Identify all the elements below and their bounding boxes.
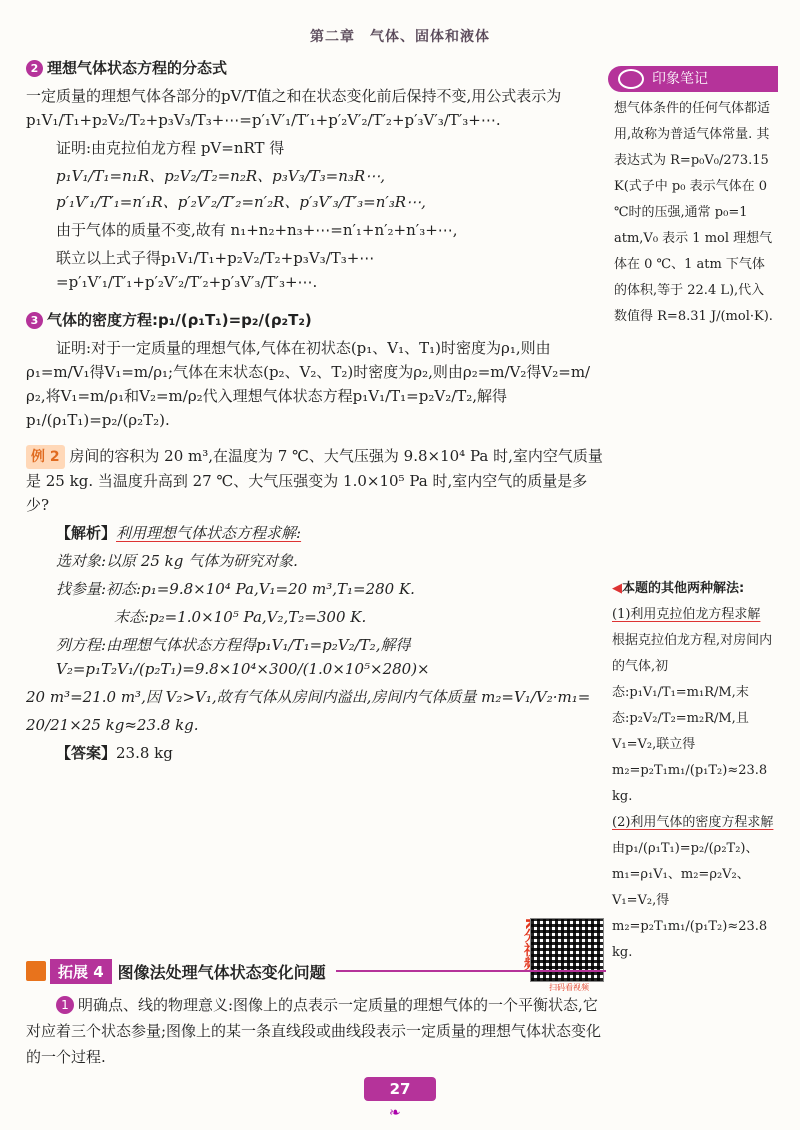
book-icon — [26, 961, 46, 981]
extension-body — [26, 992, 606, 1070]
section-2-heading — [26, 56, 606, 80]
step-equation: 列方程:由理想气体状态方程得p₁V₁/T₁=p₂V₂/T₂,解得 V₂=p₁T₂V₁/(p₂T₁)=9.8×10⁴×300/(1.0×10⁵×280)× — [56, 636, 430, 678]
step-select-object: 选对象:以原 25 kg 气体为研究对象. — [56, 552, 298, 570]
chapter-header: 第二章 气体、固体和液体 — [310, 29, 490, 45]
analysis-heading — [26, 521, 606, 545]
section-3-heading — [26, 308, 606, 332]
step-equation-cont: 20 m³=21.0 m³,因 V₂>V₁,故有气体从房间内溢出,房间内气体质量 m₂=V₁/V₂·m₁= — [26, 688, 591, 706]
section-title: 理想气体状态方程的分态式 — [47, 59, 228, 77]
extension-banner — [26, 957, 606, 985]
main-column — [26, 50, 606, 769]
section-title: 气体的密度方程:p₁/(ρ₁T₁)=p₂/(ρ₂T₂) — [47, 311, 312, 329]
qr-caption: 扫码看视频 — [549, 983, 589, 992]
method-2-text: 由p₁/(ρ₁T₁)=p₂/(ρ₂T₂)、m₁=ρ₁V₁、m₂=ρ₂V₂、V₁=V₂,得 m₂=p₂T₁m₁/(p₁T₂)≈23.8 kg. — [612, 841, 768, 960]
answer-line — [26, 741, 606, 765]
side-note — [608, 66, 778, 330]
equation-line-2: p′₁V′₁/T′₁=n′₁R、p′₂V′₂/T′₂=n′₂R、p′₃V′₃/T′₃=n′₃R⋯, — [56, 193, 426, 211]
proof-start: 证明:由克拉伯龙方程 pV=nRT 得 — [56, 139, 285, 157]
side-note-header — [608, 66, 778, 92]
analysis-head: 利用理想气体状态方程求解: — [116, 524, 302, 542]
triangle-left-icon: ◀ — [612, 581, 622, 596]
side-solution-title — [612, 576, 782, 602]
extension-label: 拓展 4 — [50, 959, 112, 984]
page-number: 27 — [364, 1077, 436, 1101]
answer-value: 23.8 kg — [116, 744, 173, 762]
side-note-text: 想气体条件的任何气体都适用,故称为普适气体常量. 其表达式为 R=p₀V₀/273.15 K(式子中 p₀ 表示气体在 0 ℃时的压强,通常 p₀=1 atm,V₀ 表示 1 mol 理想气体在 0 ℃、1 atm 下气体的体积,等于 22.4 L),代入数值得 R=8.31 J/(mol·K). — [614, 101, 773, 324]
step-final-state: 末态:p₂=1.0×10⁵ Pa,V₂,T₂=300 K. — [114, 608, 367, 626]
leaf-icon: ❧ — [389, 1105, 401, 1121]
banner-divider — [336, 970, 606, 972]
section-number-badge: 2 — [26, 60, 43, 77]
side-note-title: 印象笔记 — [652, 71, 708, 87]
section-number-badge: 3 — [26, 312, 43, 329]
elephant-icon — [618, 69, 644, 89]
side-solution — [608, 576, 782, 966]
extension-title: 图像法处理气体状态变化问题 — [117, 962, 326, 982]
section-3-proof: 证明:对于一定质量的理想气体,气体在初状态(p₁、V₁、T₁)时密度为ρ₁,则由ρ₁=m/V₁得V₁=m/ρ₁;气体在末状态(p₂、V₂、T₂)时密度为ρ₂,则由ρ₂=m/V₂得V₂=m/ρ₂,将V₁=m/ρ₁和V₂=m/ρ₂代入理想气体状态方程p₁V₁/T₁=p₂V₂/T₂,解得p₁/(ρ₁T₁)=p₂/(ρ₂T₂). — [26, 339, 591, 429]
method-1-title: (1)利用克拉伯龙方程求解 — [612, 607, 761, 622]
answer-tag: 【答案】 — [56, 744, 117, 762]
example-text: 房间的容积为 20 m³,在温度为 7 ℃、大气压强为 9.8×10⁴ Pa 时,室内空气质量是 25 kg. 当温度升高到 27 ℃、大气压强变为 1.0×10⁵ Pa 时,室内空气的质量是多少? — [26, 447, 603, 514]
analysis-tag: 【解析】 — [56, 524, 117, 542]
example-badge: 例 2 — [26, 445, 65, 469]
example-block — [26, 444, 606, 517]
section-2-intro: 一定质量的理想气体各部分的pV/T值之和在状态变化前后保持不变,用公式表示为p₁V₁/T₁+p₂V₂/T₂+p₃V₃/T₃+⋯=p′₁V′₁/T′₁+p′₂V′₂/T′₂+p′₃V′₃/T′₃+⋯. — [26, 87, 562, 129]
step-result: 20/21×25 kg≈23.8 kg. — [26, 716, 199, 734]
method-2-title: (2)利用气体的密度方程求解 — [612, 815, 774, 830]
mass-constant-line: 由于气体的质量不变,故有 n₁+n₂+n₃+⋯=n′₁+n′₂+n′₃+⋯, — [56, 221, 458, 239]
step-initial-state: 找参量:初态:p₁=9.8×10⁴ Pa,V₁=20 m³,T₁=280 K. — [56, 580, 415, 598]
equation-line-1: p₁V₁/T₁=n₁R、p₂V₂/T₂=n₂R、p₃V₃/T₃=n₃R⋯, — [56, 167, 385, 185]
extension-text: 明确点、线的物理意义:图像上的点表示一定质量的理想气体的一个平衡状态,它对应着三个状态参量;图像上的某一条直线段或曲线段表示一定质量的理想气体状态变化的一个过程. — [26, 996, 602, 1066]
combine-line: 联立以上式子得p₁V₁/T₁+p₂V₂/T₂+p₃V₃/T₃+⋯=p′₁V′₁/T′₁+p′₂V′₂/T′₂+p′₃V′₃/T′₃+⋯. — [56, 249, 375, 291]
point-number-badge: 1 — [56, 996, 74, 1014]
method-1-text: 根据克拉伯龙方程,对房间内的气体,初态:p₁V₁/T₁=m₁R/M,末态:p₂V₂/T₂=m₂R/M,且 V₁=V₂,联立得 m₂=p₂T₁m₁/(p₁T₂)≈23.8 kg. — [612, 633, 773, 804]
side-solution-title-text: 本题的其他两种解法: — [622, 581, 745, 596]
